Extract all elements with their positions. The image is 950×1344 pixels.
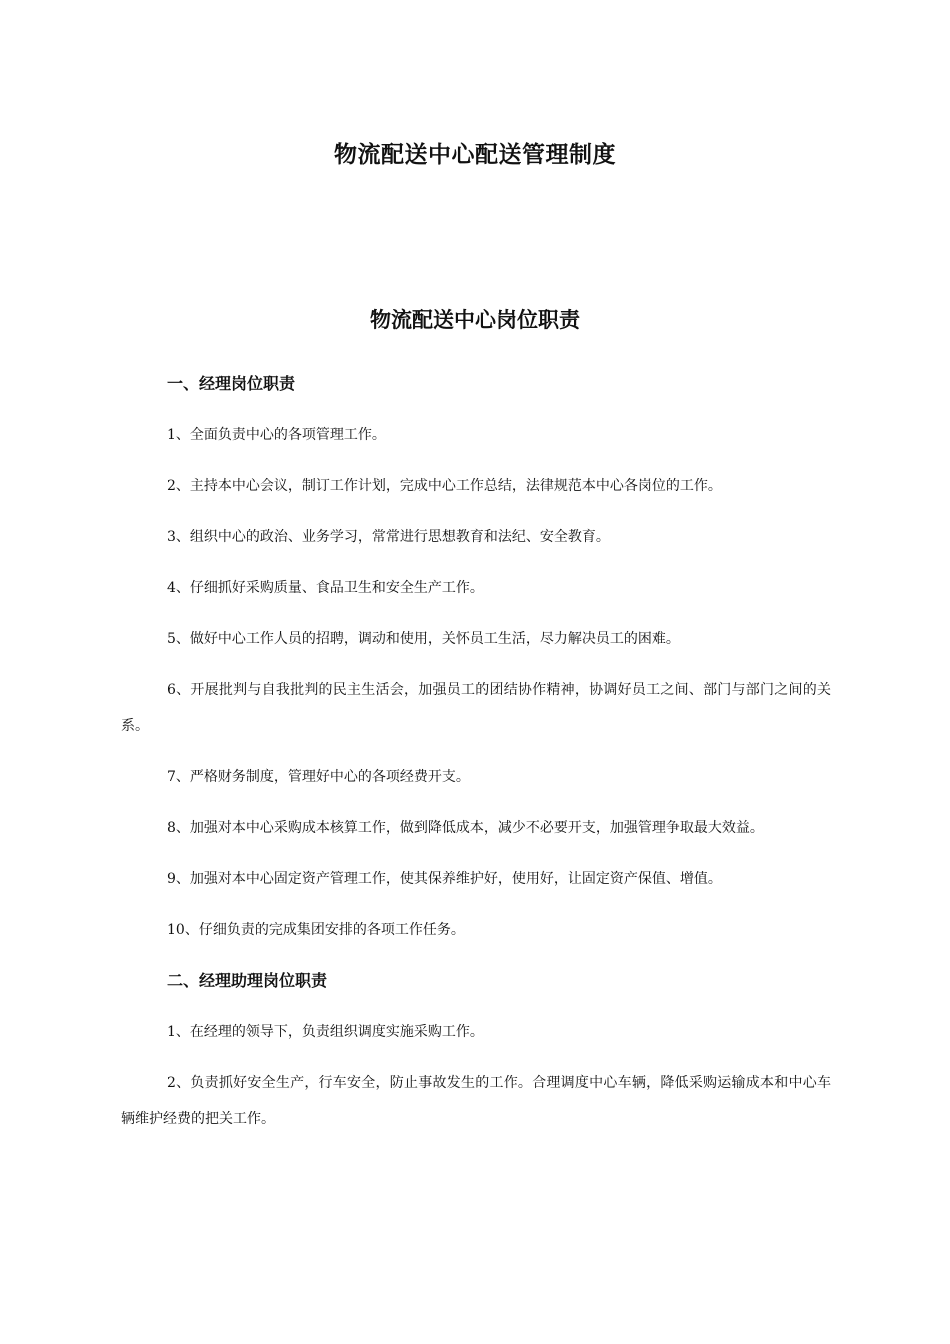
list-item: 10、仔细负责的完成集团安排的各项工作任务。 xyxy=(167,922,465,938)
list-item: 3、组织中心的政治、业务学习，常常进行思想教育和法纪、安全教育。 xyxy=(167,529,610,545)
section-heading-assistant: 二、经理助理岗位职责 xyxy=(167,971,328,990)
list-item: 1、在经理的领导下，负责组织调度实施采购工作。 xyxy=(167,1024,484,1040)
document-title: 物流配送中心配送管理制度 xyxy=(334,141,616,168)
list-item: 4、仔细抓好采购质量、食品卫生和安全生产工作。 xyxy=(167,580,484,596)
list-item: 6、开展批判与自我批判的民主生活会，加强员工的团结协作精神，协调好员工之间、部门与部门之间的关系。 xyxy=(121,682,831,734)
document-subtitle: 物流配送中心岗位职责 xyxy=(370,307,580,332)
list-item: 9、加强对本中心固定资产管理工作，使其保养维护好，使用好，让固定资产保值、增值。 xyxy=(167,871,722,887)
section-heading-manager: 一、经理岗位职责 xyxy=(167,374,296,393)
list-item: 7、严格财务制度，管理好中心的各项经费开支。 xyxy=(167,769,470,785)
list-item: 2、负责抓好安全生产，行车安全，防止事故发生的工作。合理调度中心车辆，降低采购运输成本和中心车辆维护经费的把关工作。 xyxy=(121,1075,831,1127)
list-item: 2、主持本中心会议，制订工作计划，完成中心工作总结，法律规范本中心各岗位的工作。 xyxy=(167,478,722,494)
list-item: 1、全面负责中心的各项管理工作。 xyxy=(167,427,386,443)
list-item: 5、做好中心工作人员的招聘，调动和使用，关怀员工生活，尽力解决员工的困难。 xyxy=(167,631,680,647)
document-body xyxy=(121,366,831,1137)
list-item: 8、加强对本中心采购成本核算工作，做到降低成本，减少不必要开支，加强管理争取最大效益。 xyxy=(167,820,764,836)
